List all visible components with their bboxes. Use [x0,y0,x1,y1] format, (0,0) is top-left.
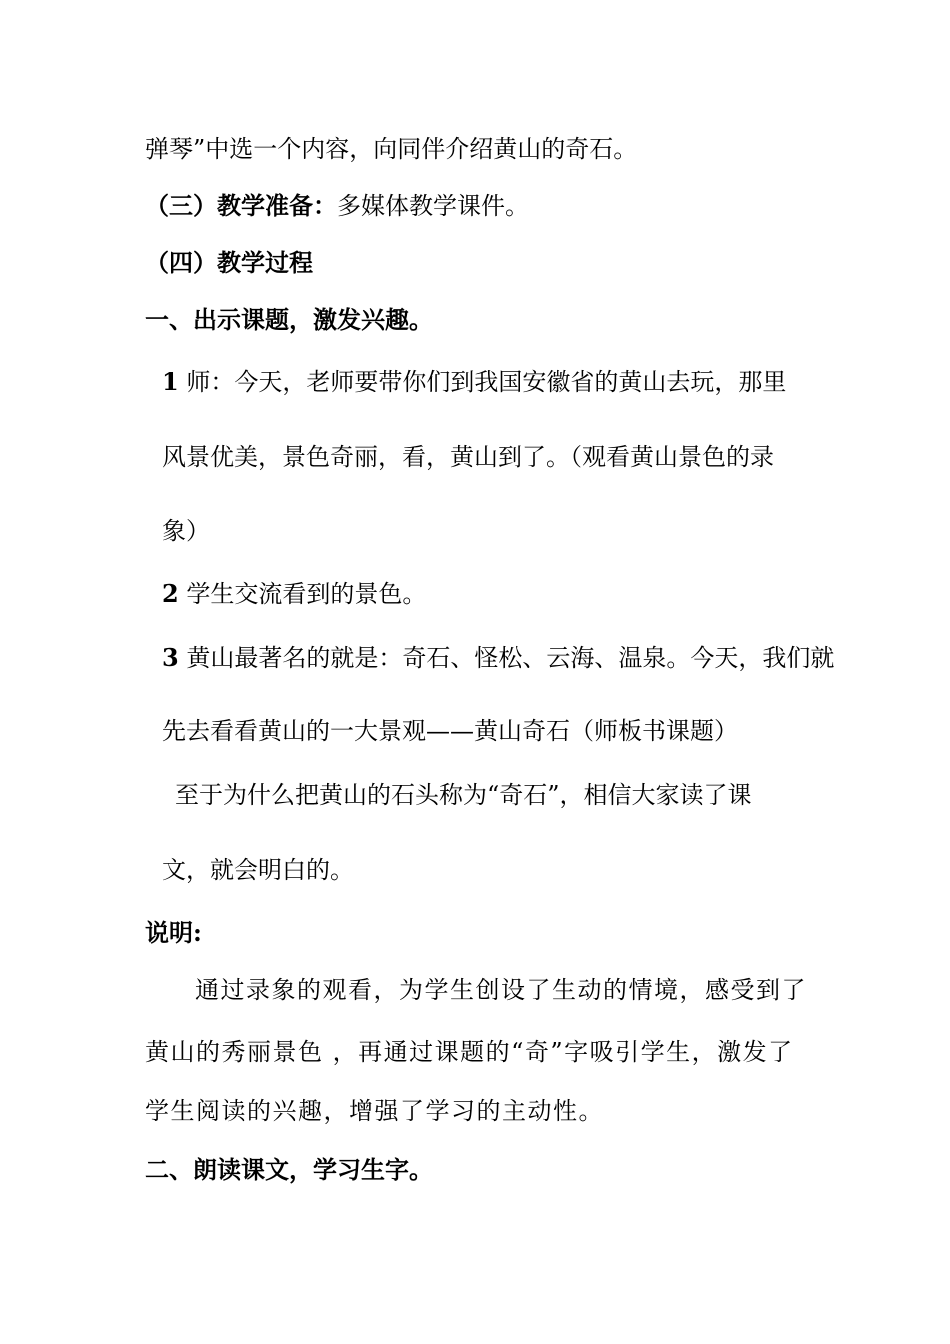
section-3-label: （三）教学准备： [145,191,337,220]
section-3-text: 多媒体教学课件。 [337,192,529,220]
item-2-number: 2 [162,579,179,608]
part-1-heading: 一、出示课题，激发兴趣。 [145,305,433,334]
paragraph-line-b: 文，就会明白的。 [162,856,354,884]
item-1-line-b: 风景优美，景色奇丽，看，黄山到了。（观看黄山景色的录 [162,443,774,471]
item-1-line-c: 象） [162,517,210,545]
note-line-b: 黄山的秀丽景色 ，再通过课题的“奇”字吸引学生，激发了 [145,1038,794,1066]
item-3-line-b: 先去看看黄山的一大景观——黄山奇石（师板书课题） [162,717,738,745]
item-2-line [162,579,426,609]
item-3-number: 3 [162,643,179,672]
item-1-line-a [162,367,786,397]
item-1-number: 1 [162,367,179,396]
part-2-heading: 二、朗读课文，学习生字。 [145,1155,433,1184]
note-line-a: 通过录象的观看，为学生创设了生动的情境，感受到了 [195,976,807,1004]
note-label: 说明: [145,918,202,947]
item-2-text: 学生交流看到的景色。 [186,580,427,608]
item-1-text-a: 师：今天，老师要带你们到我国安徽省的黄山去玩，那里 [186,368,787,396]
section-4-label: （四）教学过程 [145,248,313,277]
item-3-text-a: 黄山最著名的就是：奇石、怪松、云海、温泉。今天，我们就 [186,644,835,672]
paragraph-line-a: 至于为什么把黄山的石头称为“奇石”，相信大家读了课 [175,781,752,809]
text-line-continuation: 弹琴”中选一个内容，向同伴介绍黄山的奇石。 [145,135,638,163]
item-3-line-a [162,643,834,673]
section-3-line [145,191,529,221]
note-line-c: 学生阅读的兴趣，增强了学习的主动性。 [145,1097,604,1125]
